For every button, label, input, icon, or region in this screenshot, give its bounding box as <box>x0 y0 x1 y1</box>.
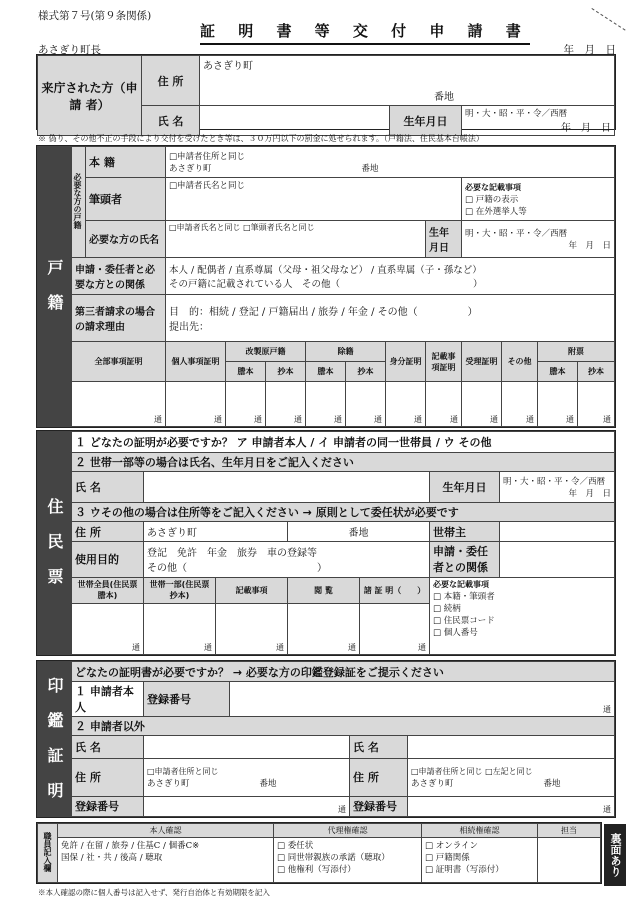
staff-c1: 本人確認 <box>58 824 274 838</box>
inkan-name-field[interactable] <box>144 736 350 758</box>
count-cell[interactable]: 通 <box>502 382 538 427</box>
count-cell[interactable]: 通 <box>166 382 226 427</box>
warning-note: ※ 偽り、その他不正の手段により交付を受けたとき等は、３０万円以下の罰金に処せられます。（戸籍法、住民基本台帳法） <box>38 134 484 143</box>
hitto-label: 筆頭者 <box>86 178 166 221</box>
koseki-side-label: 戸 籍 <box>38 147 72 427</box>
jumin-required-items[interactable]: 必要な記載事項 □ 本籍・筆頭者 □ 続柄 □ 住民票コード □ 個人番号 <box>430 577 615 654</box>
inkan-name2-label: 氏 名 <box>350 736 408 758</box>
count-cell[interactable]: 通 <box>578 382 615 427</box>
col-shosho: 諸 証 明（ ） <box>360 577 430 603</box>
inkan-name-label: 氏 名 <box>72 736 144 758</box>
inkan-regno-label: 登録番号 <box>144 682 230 717</box>
hitto-field[interactable]: □申請者氏名と同じ <box>166 178 462 221</box>
count-cell[interactable]: 通 <box>386 382 426 427</box>
birth-field[interactable] <box>462 106 615 136</box>
inkan-other: ２ 申請者以外 <box>72 717 615 736</box>
inkan-addr-label: 住 所 <box>72 758 144 796</box>
address-label: 住 所 <box>142 56 200 106</box>
staff-c4: 担当 <box>538 824 601 838</box>
staff-c2: 代理権確認 <box>274 824 422 838</box>
inkan-addr2-label: 住 所 <box>350 758 408 796</box>
footnote: ※本人確認の際に個人番号は記入せず、発行自治体と有効期限を記入 <box>38 888 270 897</box>
count-cell[interactable]: 通 <box>266 382 306 427</box>
jumin-q3: ３ ウその他の場合は住所等をご記入ください → 原則として委任状が必要です <box>72 502 615 522</box>
needed-label: 必要な方の戸籍 <box>73 172 82 229</box>
koseki-section: 戸 籍 必要な方の戸籍 本 籍 □申請者住所と同じ あさぎり町 番地 筆頭者 □申請者氏名と同じ 必要な記載事項 □ 戸籍の表示 □ 在外選挙人等 必要な方の氏名 □申請者氏名と同じ □筆頭者氏名と同じ 生年月日 明・大・昭・平・令／西暦 年 月 日 申請・委任者と必要な方との関係 本人 / 配偶者 / 直系尊属（父母・祖父母など） / 直系卑属（子・孫など） その戸籍に記載されている人 その他（ ） 第三者請求の場合の請求理由 目 的：相続 / 登記 / 戸籍届出 / 旅券 / 年金 / その他（ ） 提出先： 全部事項証明 個人事項証明 改製原戸籍 除籍 身分証明 記載事項証明 受理証明 その他 附票 謄本 抄本 謄本 抄本 謄本 抄本 通 通 通 通 通 通 通 通 通 通 通 通 <box>36 145 616 428</box>
count-cell[interactable]: 通 <box>426 382 462 427</box>
jumin-section <box>36 430 616 656</box>
col-sonota: その他 <box>502 341 538 381</box>
staff-charge[interactable] <box>538 838 601 883</box>
col-joseki: 除籍 <box>306 341 386 361</box>
form-title: 証 明 書 等 交 付 申 請 書 <box>200 20 530 45</box>
count-cell[interactable]: 通 <box>226 382 266 427</box>
jumin-name-label: 氏 名 <box>72 472 144 503</box>
jumin-birth-label: 生年月日 <box>430 472 500 503</box>
count-cell[interactable]: 通 <box>306 382 346 427</box>
col-jumin-kisai: 記載事項 <box>216 577 288 603</box>
col-setai-bu: 世帯一部(住民票抄本) <box>144 577 216 603</box>
col-kaisei: 改製原戸籍 <box>226 341 306 361</box>
address-field[interactable] <box>200 56 615 106</box>
count-cell[interactable]: 通 <box>288 603 360 654</box>
third-party-label: 第三者請求の場合の請求理由 <box>72 294 166 341</box>
name-label: 氏 名 <box>142 106 200 136</box>
inkan-count[interactable]: 通 <box>144 796 350 816</box>
person-birth-field[interactable]: 明・大・昭・平・令／西暦 年 月 日 <box>462 220 615 257</box>
inkan-section <box>36 660 616 818</box>
honseki-field[interactable]: □申請者住所と同じ あさぎり町 番地 <box>166 147 615 178</box>
inkan-side-label: 印 鑑 証 明 <box>38 662 72 817</box>
count-cell[interactable]: 通 <box>346 382 386 427</box>
inkan-self: １ 申請者本人 <box>72 682 144 717</box>
third-party-field[interactable]: 目 的：相続 / 登記 / 戸籍届出 / 旅券 / 年金 / その他（ ） 提出先： <box>166 294 615 341</box>
count-cell[interactable]: 通 <box>144 603 216 654</box>
setai-field[interactable] <box>500 522 615 542</box>
col-kojin: 個人事項証明 <box>166 341 226 381</box>
addressee: あさぎり町長 <box>38 44 101 56</box>
name-field[interactable] <box>200 106 390 136</box>
jumin-name-field[interactable] <box>144 472 430 503</box>
staff-label: 職員記入欄 <box>43 832 52 872</box>
use-field[interactable]: 登記 免許 年金 旅券 車の登録等 その他（ ） <box>144 541 430 577</box>
col-fuhyo: 附票 <box>538 341 615 361</box>
jumin-banchi: 番地 <box>288 522 430 542</box>
use-label: 使用目的 <box>72 541 144 577</box>
person-birth-label: 生年月日 <box>426 220 462 257</box>
col-etsuran: 閲 覧 <box>288 577 360 603</box>
inkan-addr2-field[interactable]: □申請者住所と同じ □左記と同じ あさぎり町 番地 <box>408 758 615 796</box>
inkan-self-count[interactable]: 通 <box>230 682 615 717</box>
honseki-label: 本 籍 <box>86 147 166 178</box>
staff-inherit-check[interactable]: □ オンライン □ 戸籍関係 □ 証明書（写添付） <box>422 838 538 883</box>
count-cell[interactable]: 通 <box>360 603 430 654</box>
ymd: 年 月 日 <box>561 123 611 134</box>
setai-label: 世帯主 <box>430 522 500 542</box>
staff-c3: 相続権確認 <box>422 824 538 838</box>
form-number: 様式第７号(第９条関係) <box>38 10 152 22</box>
relation-label: 申請・委任者と必要な方との関係 <box>72 257 166 294</box>
count-cell[interactable]: 通 <box>538 382 578 427</box>
form-date: 年 月 日 <box>563 44 616 56</box>
jumin-birth-field[interactable]: 明・大・昭・平・令／西暦 年 月 日 <box>500 472 615 503</box>
applicant-section <box>36 54 616 134</box>
inkan-count2[interactable]: 通 <box>408 796 615 816</box>
count-cell[interactable]: 通 <box>72 382 166 427</box>
person-label: 必要な方の氏名 <box>86 220 166 257</box>
back-side-note: 裏面あり <box>604 824 626 886</box>
jumin-rel-label: 申請・委任者との関係 <box>430 541 500 577</box>
koseki-required-items[interactable]: 必要な記載事項 □ 戸籍の表示 □ 在外選挙人等 <box>462 178 615 221</box>
count-cell[interactable]: 通 <box>216 603 288 654</box>
relation-field[interactable]: 本人 / 配偶者 / 直系尊属（父母・祖父母など） / 直系卑属（子・孫など） その戸籍に記載されている人 その他（ ） <box>166 257 615 294</box>
banchi-label: 番地 <box>434 92 454 103</box>
era-options: 明・大・昭・平・令／西暦 <box>465 109 568 119</box>
staff-id-check[interactable]: 免許 / 在留 / 旅券 / 住基C / 個番C※ 国保 / 社・共 / 後高 / 聴取 <box>58 838 274 883</box>
count-cell[interactable]: 通 <box>462 382 502 427</box>
col-mibun: 身分証明 <box>386 341 426 381</box>
jumin-q1: １ どなたの証明が必要ですか？ ア 申請者本人 / イ 申請者の同一世帯員 / ウ その他 <box>72 432 615 453</box>
person-field[interactable]: □申請者氏名と同じ □筆頭者氏名と同じ <box>166 220 426 257</box>
jumin-side-label: 住 民 票 <box>38 432 72 655</box>
address-prefill: あさぎり町 <box>203 61 253 72</box>
inkan-addr-field[interactable]: □申請者住所と同じ あさぎり町 番地 <box>144 758 350 796</box>
inkan-name2-field[interactable] <box>408 736 615 758</box>
col-juri: 受理証明 <box>462 341 502 381</box>
jumin-addr-field[interactable]: あさぎり町 <box>144 522 288 542</box>
col-setai-zen: 世帯全員(住民票謄本) <box>72 577 144 603</box>
inkan-regno3-label: 登録番号 <box>350 796 408 816</box>
birth-label: 生年月日 <box>390 106 462 136</box>
staff-section <box>36 822 602 884</box>
jumin-rel-field[interactable] <box>500 541 615 577</box>
inkan-question: どなたの証明書が必要ですか？ → 必要な方の印鑑登録証をご提示ください <box>72 662 615 682</box>
col-zenbu: 全部事項証明 <box>72 341 166 381</box>
count-cell[interactable]: 通 <box>72 603 144 654</box>
inkan-regno2-label: 登録番号 <box>72 796 144 816</box>
applicant-label: 来庁された方（申 請 者） <box>38 56 142 136</box>
staff-proxy-check[interactable]: □ 委任状 □ 同世帯親族の承諾（聴取） □ 他権利（写添付） <box>274 838 422 883</box>
col-kisai: 記載事項証明 <box>426 341 462 381</box>
jumin-q2: ２ 世帯一部等の場合は氏名、生年月日をご記入ください <box>72 452 615 472</box>
jumin-addr-label: 住 所 <box>72 522 144 542</box>
